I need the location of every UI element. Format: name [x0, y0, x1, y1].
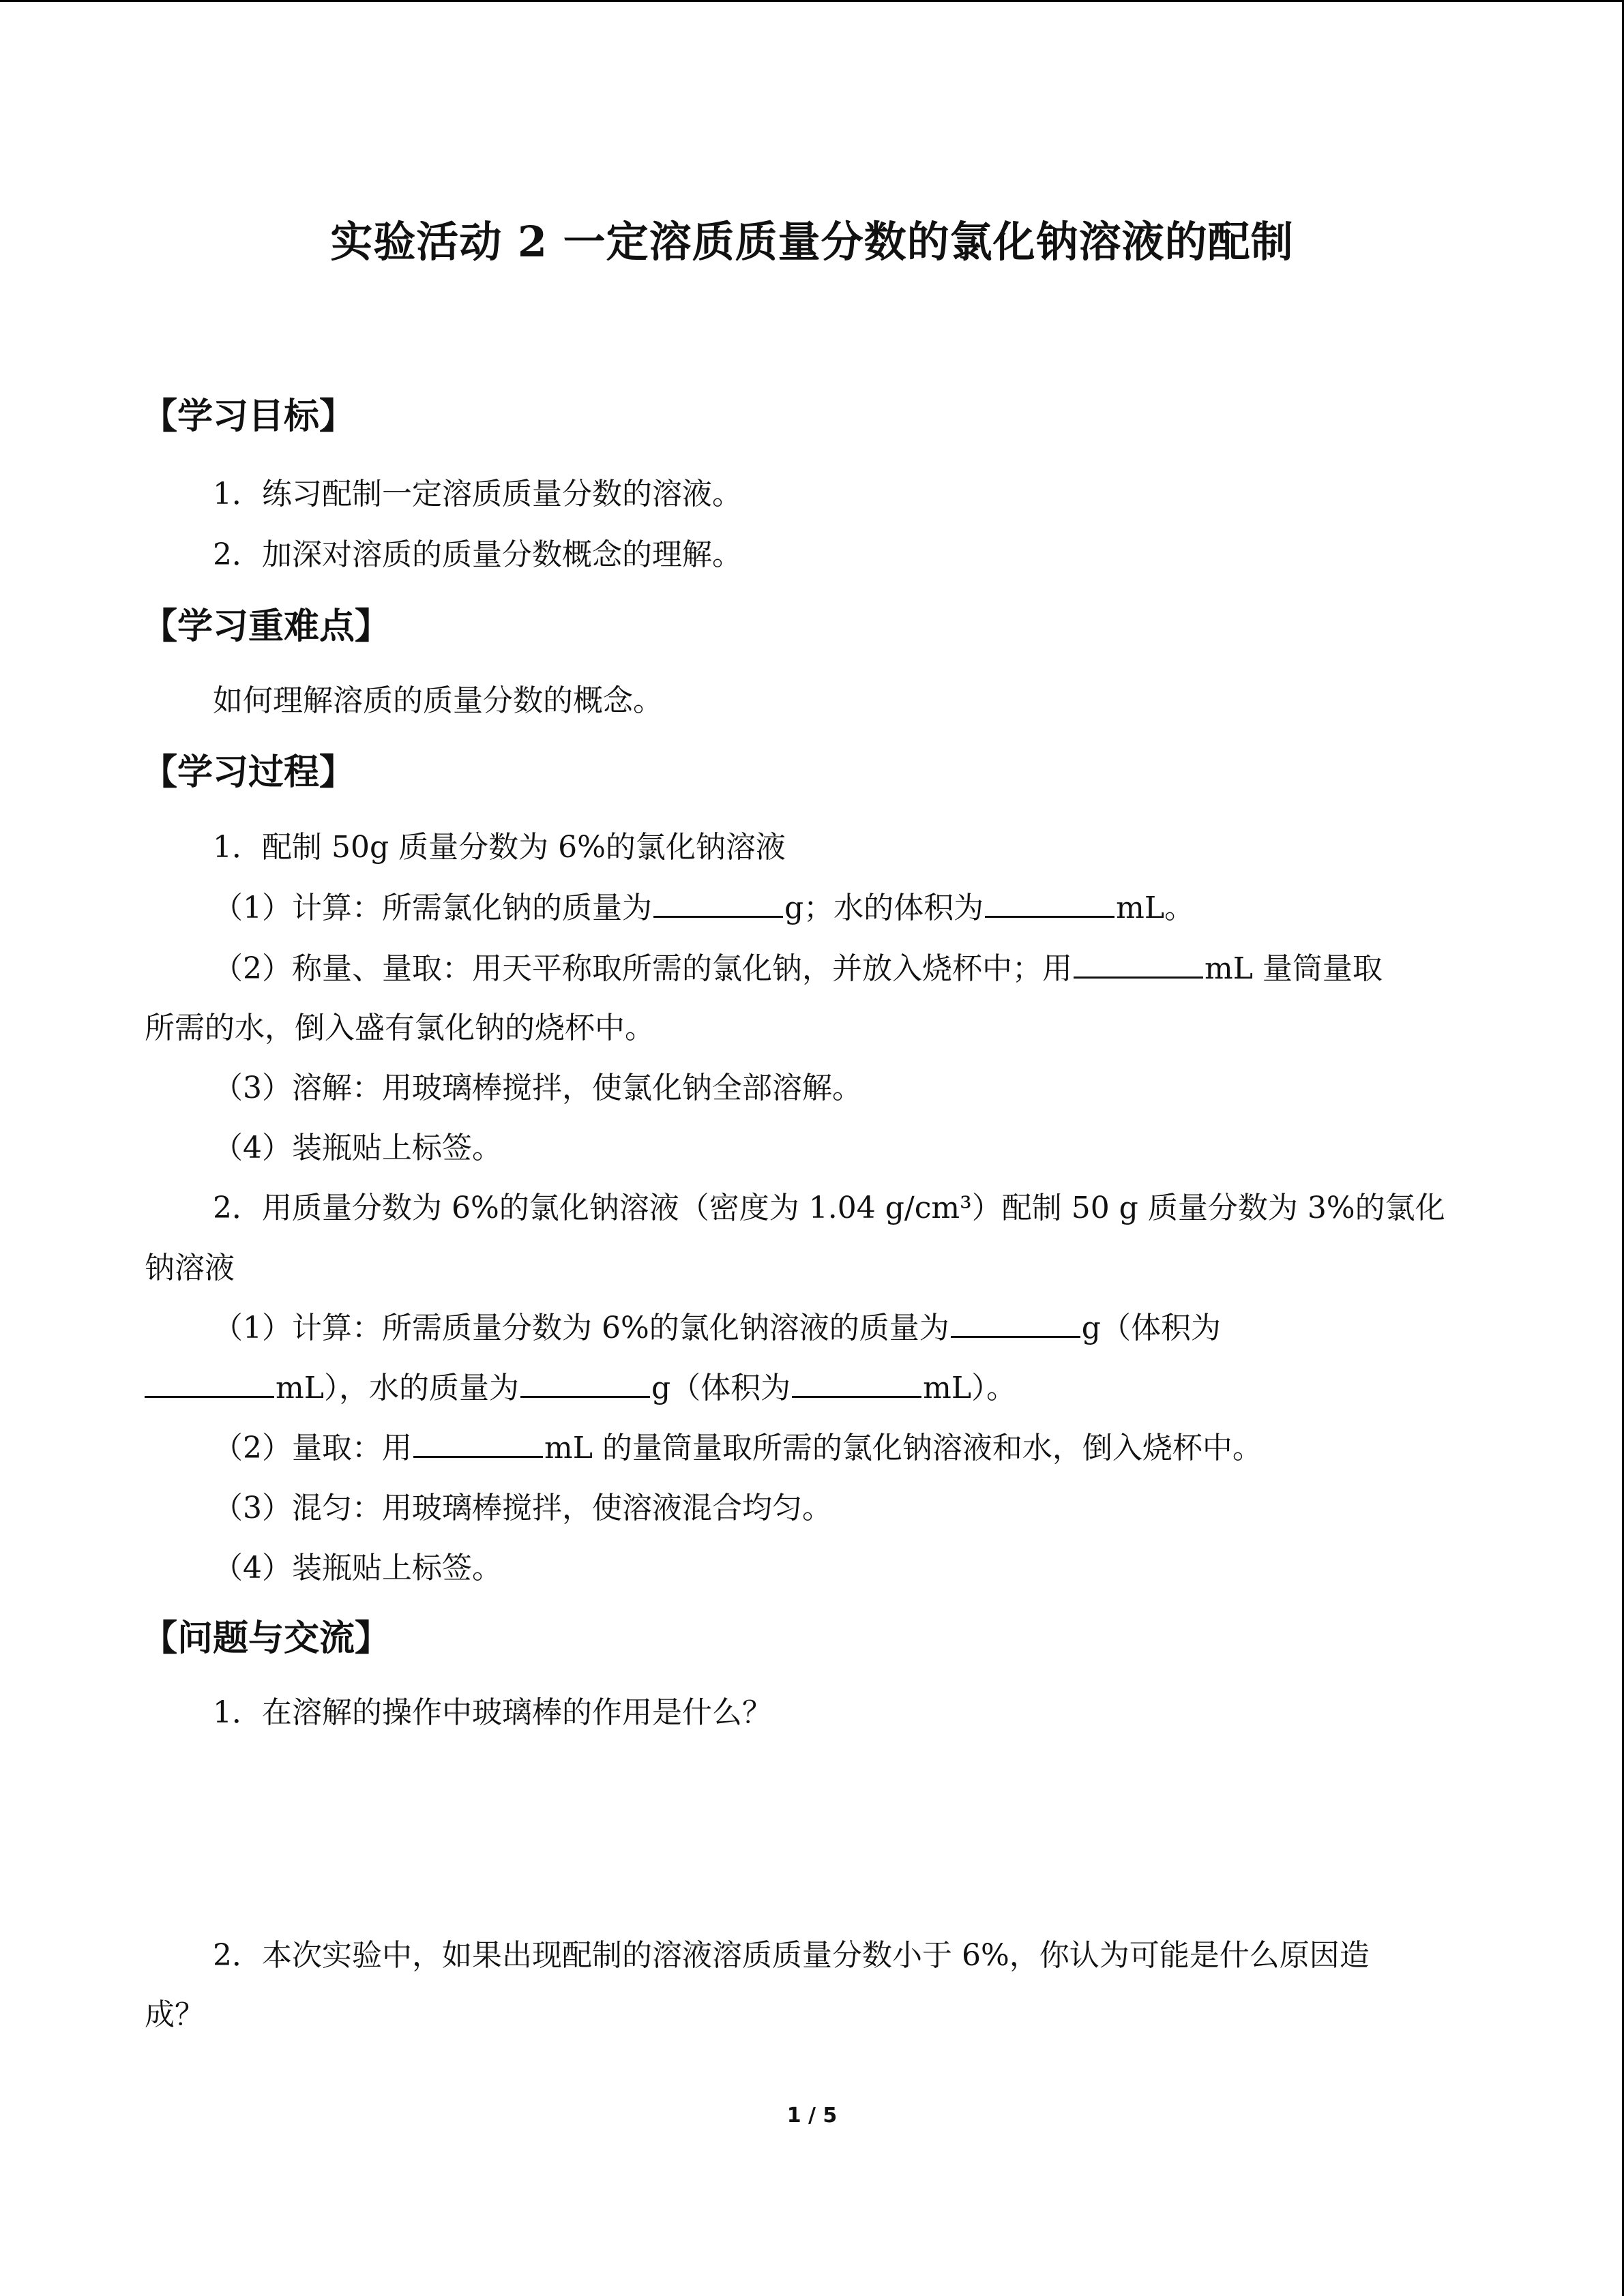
goal-item: 2．加深对溶质的质量分数概念的理解。 — [213, 537, 742, 572]
text: （1）计算：所需质量分数为 6%的氯化钠溶液的质量为 — [213, 1311, 949, 1345]
text: mL。 — [1116, 891, 1195, 925]
key-point-text: 如何理解溶质的质量分数的概念。 — [213, 683, 663, 718]
answer-blank[interactable] — [1074, 949, 1203, 979]
discussion-question-2-cont: 成？ — [145, 1997, 205, 2032]
process-step-2-4: （4）装瓶贴上标签。 — [213, 1551, 502, 1585]
answer-blank[interactable] — [413, 1429, 543, 1458]
text: mL），水的质量为 — [276, 1371, 519, 1405]
process-step-2-1-cont — [145, 1368, 1016, 1409]
section-heading-discussion: 【问题与交流】 — [142, 1617, 391, 1659]
answer-blank[interactable] — [653, 889, 783, 918]
text: mL 量筒量取 — [1205, 951, 1383, 986]
process-step-2-cont: 钠溶液 — [145, 1251, 235, 1285]
text: （2）称量、量取：用天平称取所需的氯化钠，并放入烧杯中；用 — [213, 951, 1072, 986]
text: g（体积为 — [651, 1371, 791, 1405]
page-title: 实验活动 2 一定溶质质量分数的氯化钠溶液的配制 — [330, 217, 1294, 267]
text: （2）量取：用 — [213, 1431, 412, 1465]
process-step-1-4: （4）装瓶贴上标签。 — [213, 1131, 502, 1165]
section-heading-process: 【学习过程】 — [142, 751, 355, 793]
process-step-1: 1．配制 50g 质量分数为 6%的氯化钠溶液 — [213, 830, 786, 865]
process-step-1-1 — [213, 888, 1194, 929]
text: （1）计算：所需氯化钠的质量为 — [213, 891, 652, 925]
text: g（体积为 — [1081, 1311, 1221, 1345]
text: mL）。 — [923, 1371, 1017, 1405]
text: mL 的量筒量取所需的氯化钠溶液和水，倒入烧杯中。 — [544, 1431, 1263, 1465]
answer-blank[interactable] — [145, 1369, 274, 1398]
answer-blank[interactable] — [951, 1309, 1080, 1338]
page-number: 1 / 5 — [786, 2104, 838, 2128]
process-step-1-2 — [213, 949, 1383, 989]
process-step-2-1 — [213, 1308, 1221, 1349]
process-step-2: 2．用质量分数为 6%的氯化钠溶液（密度为 1.04 g/cm³）配制 50 g 质量分数为 3%的氯化 — [213, 1191, 1445, 1225]
answer-blank[interactable] — [520, 1369, 650, 1398]
section-heading-key-points: 【学习重难点】 — [142, 606, 391, 647]
process-step-1-3: （3）溶解：用玻璃棒搅拌，使氯化钠全部溶解。 — [213, 1071, 862, 1105]
goal-item: 1．练习配制一定溶质质量分数的溶液。 — [213, 477, 742, 511]
text: g；水的体积为 — [784, 891, 984, 925]
page-border — [0, 0, 1624, 2]
discussion-question-1: 1．在溶解的操作中玻璃棒的作用是什么？ — [213, 1695, 772, 1730]
discussion-question-2: 2．本次实验中，如果出现配制的溶液溶质质量分数小于 6%，你认为可能是什么原因造 — [213, 1938, 1370, 1973]
section-heading-goals: 【学习目标】 — [142, 396, 355, 437]
answer-blank[interactable] — [985, 889, 1114, 918]
process-step-1-2-cont: 所需的水，倒入盛有氯化钠的烧杯中。 — [145, 1011, 655, 1045]
answer-blank[interactable] — [792, 1369, 921, 1398]
process-step-2-3: （3）混匀：用玻璃棒搅拌，使溶液混合均匀。 — [213, 1491, 832, 1525]
process-step-2-2 — [213, 1428, 1263, 1469]
